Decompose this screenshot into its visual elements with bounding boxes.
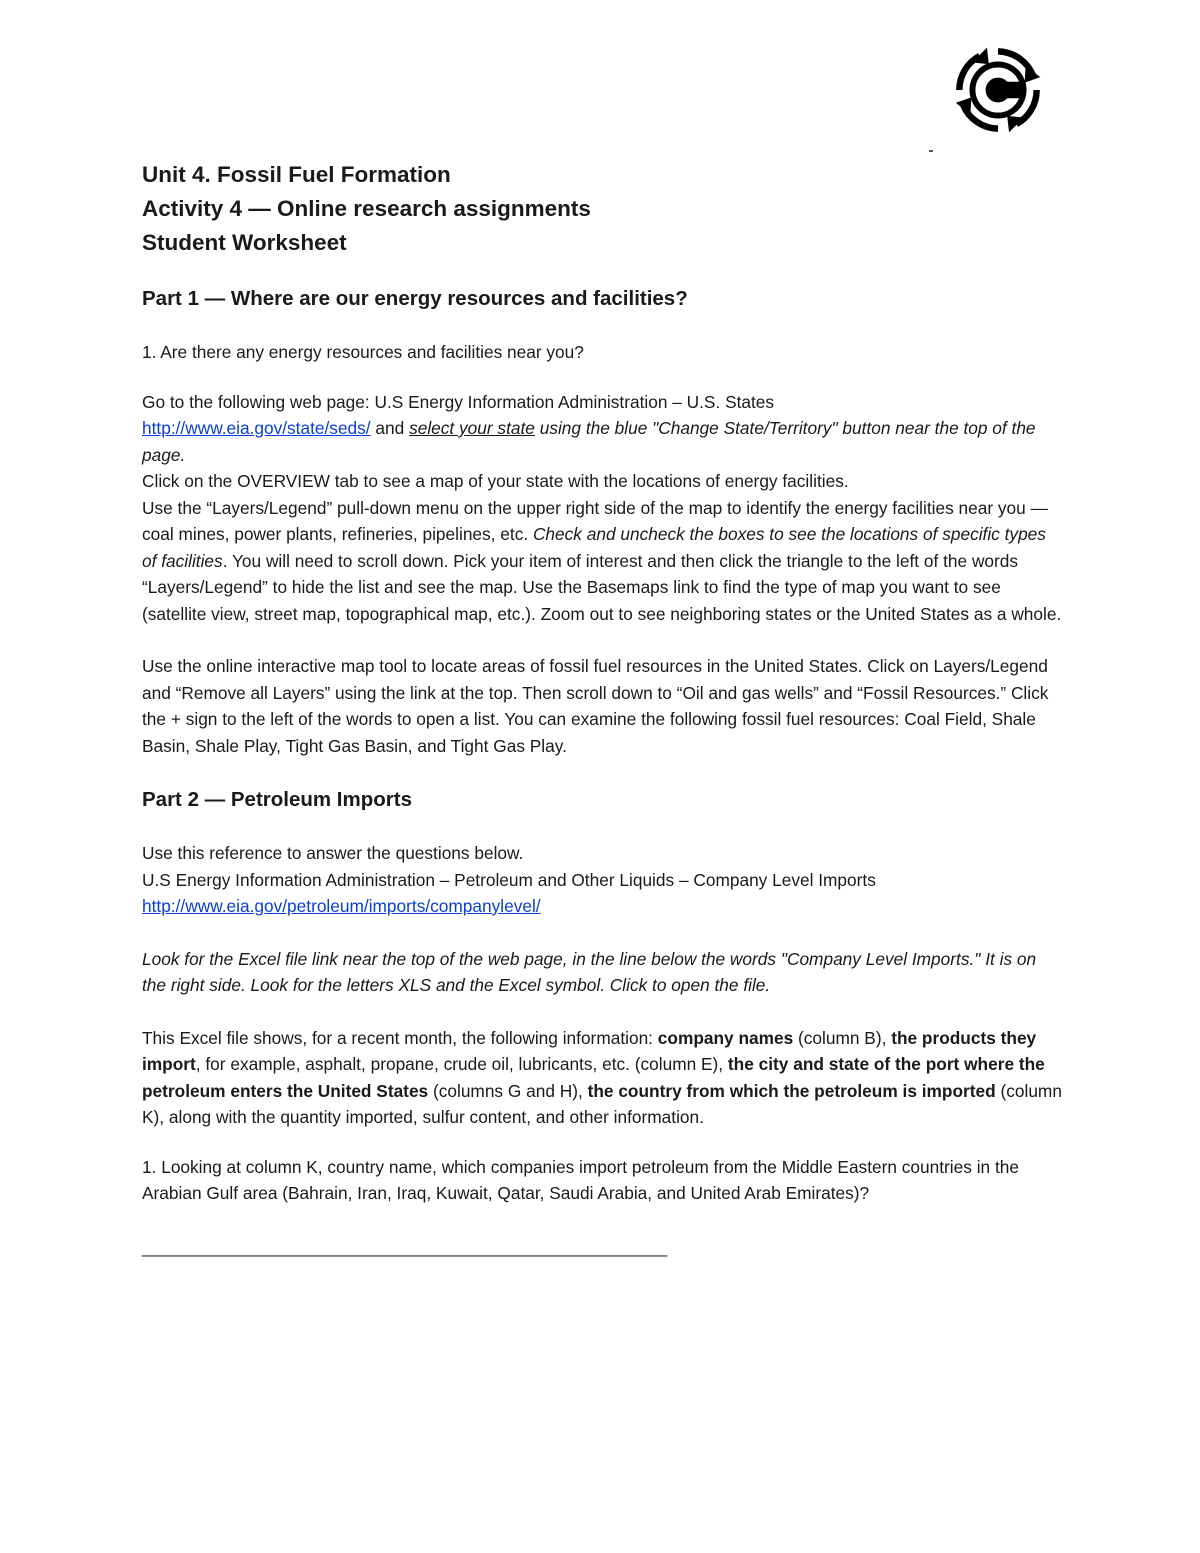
layers-legend-text-a: Use the “Layers/Legend” pull-down menu on the upper right side of the map to identify the energy facilities near you — coal mines, power plants, refineries, pipelines, etc. xyxy=(142,497,1048,544)
products-bold: the products they import xyxy=(142,1027,1037,1074)
excel-file-description xyxy=(142,1025,1062,1131)
check-boxes-instruction: Check and uncheck the boxes to see the locations of specific types of facilities xyxy=(142,524,1046,571)
reference-intro: Use this reference to answer the questions below. xyxy=(142,843,524,863)
excel-file-instruction: Look for the Excel file link near the top of the web page, in the line below the words "Company Level Imports." It is on the right side. Look for the letters XLS and the Excel symbol. Click to open the file. xyxy=(142,948,1037,995)
eia-company-level-imports-link[interactable]: http://www.eia.gov/petroleum/imports/companylevel/ xyxy=(142,896,541,916)
change-state-instruction: using the blue "Change State/Territory" button near the top of the page. xyxy=(142,418,1036,465)
reference-block xyxy=(142,840,1062,920)
excel-text-3: , for example, asphalt, propane, crude oil, lubricants, etc. (column E), xyxy=(195,1054,728,1074)
activity-title: Activity 4 — Online research assignments xyxy=(142,196,591,221)
country-imported-bold: the country from which the petroleum is imported xyxy=(587,1080,996,1101)
worksheet-title-block xyxy=(142,158,1062,260)
web-page-intro: Go to the following web page: U.S Energy Information Administration – U.S. States xyxy=(142,391,775,412)
excel-text-4: (columns G and H), xyxy=(428,1080,588,1101)
logo-mark-dash xyxy=(929,150,933,152)
c-circle-arrows-logo-icon xyxy=(952,44,1044,136)
part1-instructions-web-page xyxy=(142,389,1062,469)
interactive-map-instruction: Use the online interactive map tool to locate areas of fossil fuel resources in the United States. Click on Layers/Legend and “Remove all Layers” using the link at the top. Then scroll down to “Oil and gas wells” and “Fossil Resources.” Click the + sign to the left of the words to open a list. You can examine the following fossil fuel resources: Coal Field, Shale Basin, Shale Play, Tight Gas Basin, and Tight Gas Play. xyxy=(142,656,1049,756)
layers-legend-text-c: . You will need to scroll down. Pick your item of interest and then click the triangle to the left of the words “Layers/Legend” to hide the list and see the map. Use the Basemaps link to find the type of map you want to see (satellite view, street map, topographical map, etc.). Zoom out to see neighboring states or the United States as a whole. xyxy=(142,550,1062,624)
select-your-state-text: select your state xyxy=(409,418,535,438)
worksheet-content xyxy=(142,158,1062,1278)
excel-text-5: (column K), along with the quantity imported, sulfur content, and other information. xyxy=(142,1080,1062,1127)
answer-line[interactable]: ______________________________________________________________ xyxy=(142,1237,667,1257)
part2-heading: Part 2 — Petroleum Imports xyxy=(142,788,412,811)
layers-legend-instruction xyxy=(142,495,1062,628)
unit-title: Unit 4. Fossil Fuel Formation xyxy=(142,162,451,187)
and-text: and xyxy=(370,418,410,438)
company-names-bold: company names xyxy=(657,1027,794,1048)
part1-heading: Part 1 — Where are our energy resources and facilities? xyxy=(142,287,688,310)
part2-question-1: 1. Looking at column K, country name, which companies import petroleum from the Middle Eastern countries in the Arabian Gulf area (Bahrain, Iran, Iraq, Kuwait, Qatar, Saudi Arabia, and United Arab Emirates)? xyxy=(142,1156,1019,1203)
worksheet-subtitle: Student Worksheet xyxy=(142,230,347,255)
overview-tab-instruction: Click on the OVERVIEW tab to see a map of your state with the locations of energy facilities. xyxy=(142,471,849,491)
part1-question-1: 1. Are there any energy resources and facilities near you? xyxy=(142,342,584,362)
port-city-state-bold: the city and state of the port where the petroleum enters the United States xyxy=(142,1054,1045,1101)
reference-source: U.S Energy Information Administration – Petroleum and Other Liquids – Company Level Imports xyxy=(142,869,876,890)
excel-text-2: (column B), xyxy=(793,1027,892,1048)
eia-state-seds-link[interactable]: http://www.eia.gov/state/seds/ xyxy=(142,418,371,438)
excel-text-1: This Excel file shows, for a recent month, the following information: xyxy=(142,1027,658,1048)
